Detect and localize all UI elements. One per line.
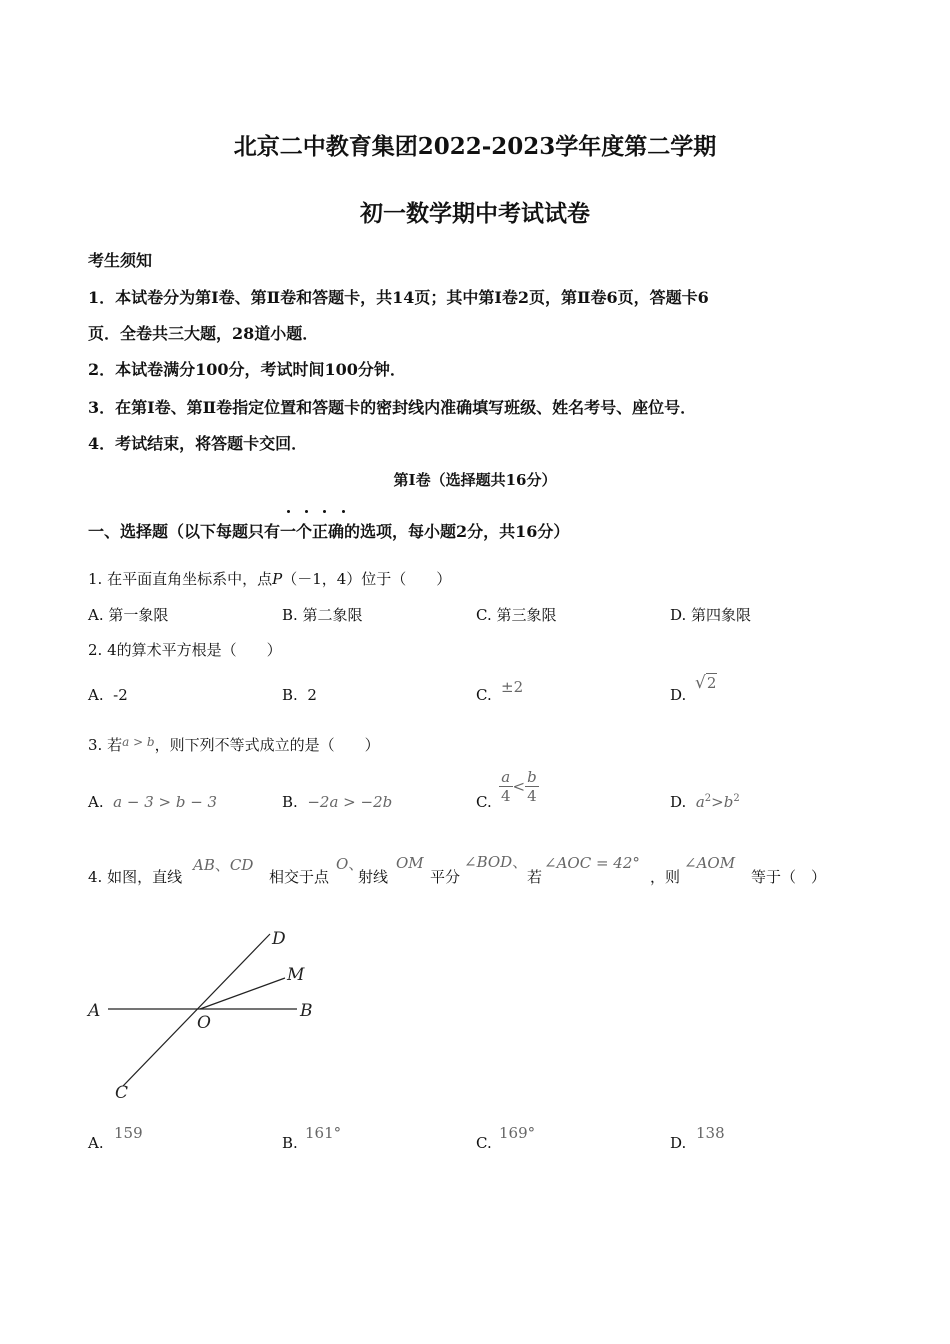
q3-value-b: −2a > −2b <box>307 793 393 811</box>
q2-option-a <box>88 686 128 704</box>
q4-option-b-label: B. <box>282 1134 298 1152</box>
q3-value-c <box>499 768 539 805</box>
fraction-a-over-4 <box>499 768 513 805</box>
q4-math-aom: ∠AOM <box>684 854 736 872</box>
q1-stem-a: 1. 在平面直角坐标系中，点 <box>88 570 273 588</box>
emphasis-dot <box>323 510 326 513</box>
q1-option-c: C. 第三象限 <box>476 606 557 624</box>
exam-title-line1: 北京二中教育集团2022-2023学年度第二学期 <box>233 133 717 160</box>
q4-line-cd: CD <box>229 856 254 874</box>
q4-stem-6: ，则 <box>650 868 681 886</box>
q3-option-b <box>282 793 392 811</box>
line-cd <box>123 934 270 1086</box>
q4-math-om: OM <box>396 854 424 872</box>
sqrt-icon: √ <box>695 673 706 693</box>
q4-stem-2: 相交于点 <box>269 868 330 886</box>
q4-point-o: O <box>336 855 349 873</box>
q2-value-d <box>695 673 717 693</box>
q4-value-a: 159 <box>114 1124 143 1142</box>
q1-option-d: D. 第四象限 <box>670 606 752 624</box>
q1-point: P <box>272 570 283 588</box>
fraction-b-over-4 <box>525 768 539 805</box>
q2-option-b <box>282 686 317 704</box>
q3-option-a <box>88 793 217 811</box>
q4-option-c-label: C. <box>476 1134 492 1152</box>
q3-stem-a: 3. 若 <box>88 736 123 754</box>
q4-stem-3: 射线 <box>358 868 389 886</box>
q4-value-d: 138 <box>696 1124 725 1142</box>
q3-d-b: b <box>723 793 734 811</box>
q4-math-ab <box>193 854 253 875</box>
q3-label-a: A. <box>88 793 104 811</box>
emphasis-dot <box>305 510 308 513</box>
q2-option-d-label: D. <box>670 686 687 704</box>
q4-math-bod <box>464 851 527 872</box>
q1-option-b: B. 第二象限 <box>282 606 363 624</box>
emphasis-dot <box>287 510 290 513</box>
label-b: B <box>300 1001 313 1021</box>
q4-value-b: 161° <box>305 1124 342 1142</box>
q2-label-a: A. <box>88 686 104 704</box>
q4-math-aoc: ∠AOC = 42° <box>544 854 640 872</box>
q4-option-d-label: D. <box>670 1134 687 1152</box>
q3-label-d: D. <box>670 793 687 811</box>
emphasis-dot <box>342 510 345 513</box>
frac-denominator: 4 <box>527 787 537 805</box>
q2-value-a: -2 <box>113 686 128 704</box>
label-a: A <box>88 1001 101 1021</box>
q3-option-c-label: C. <box>476 793 492 811</box>
question-1-stem <box>88 568 451 589</box>
q2-label-b: B. <box>282 686 298 704</box>
label-o: O <box>197 1013 211 1033</box>
q4-value-c: 169° <box>499 1124 536 1142</box>
label-d: D <box>272 929 286 949</box>
q3-option-d <box>670 793 740 811</box>
q2-value-b: 2 <box>307 686 317 704</box>
q4-stem-4: 平分 <box>430 868 461 886</box>
frac-numerator: a <box>499 768 513 787</box>
q4-sep: 、 <box>512 853 528 871</box>
q3-stem-b: ，则下列不等式成立的是（ ） <box>154 736 380 754</box>
q4-stem-5: 若 <box>527 868 543 886</box>
q1-option-a: A. 第一象限 <box>88 606 169 624</box>
q4-stem-7: 等于（ ） <box>751 868 827 886</box>
q3-c-relation: < <box>512 777 526 796</box>
question-2-stem: 2. 4的算术平方根是（ ） <box>88 641 282 659</box>
q2-option-c-label: C. <box>476 686 492 704</box>
notice-item-3: 3．在第Ⅰ卷、第Ⅱ卷指定位置和答题卡的密封线内准确填写班级、姓名考号、座位号． <box>88 398 697 417</box>
q3-d-exp2: 2 <box>733 793 740 804</box>
section-title: 第Ⅰ卷（选择题共16分） <box>393 471 557 489</box>
frac-numerator: b <box>527 768 537 786</box>
q3-d-exp1: 2 <box>704 793 712 804</box>
label-m: M <box>287 965 305 985</box>
exam-title-line2: 初一数学期中考试试卷 <box>360 200 590 227</box>
notice-item-1: 1．本试卷分为第Ⅰ卷、第Ⅱ卷和答题卡，共14页；其中第Ⅰ卷2页，第Ⅱ卷6页，答题卡6 <box>88 288 709 307</box>
notice-item-2: 2．本试卷满分100分，考试时间100分钟． <box>88 360 406 379</box>
q3-value-a: a − 3 > b − 3 <box>113 793 218 811</box>
question-3-stem <box>88 734 380 755</box>
q3-d-a: a <box>695 793 705 811</box>
q4-angle-bod: ∠BOD <box>464 853 513 871</box>
q4-option-a-label: A. <box>88 1134 104 1152</box>
q2-radicand: 2 <box>706 674 717 692</box>
notice-item-4: 4．考试结束，将答题卡交回． <box>88 434 308 453</box>
q4-geometry-figure <box>80 920 340 1110</box>
q3-condition: a > b <box>122 735 155 749</box>
q4-stem-1: 4. 如图，直线 <box>88 868 183 886</box>
label-c: C <box>115 1083 129 1103</box>
notice-heading: 考生须知 <box>88 251 153 270</box>
q2-value-c: ±2 <box>501 678 524 696</box>
q3-d-relation: > <box>711 793 724 811</box>
q4-line-ab: AB <box>193 856 215 874</box>
q4-sep: 、 <box>214 856 230 874</box>
notice-item-1-cont: 页．全卷共三大题，28道小题． <box>88 324 319 343</box>
frac-denominator: 4 <box>501 787 511 805</box>
q1-stem-b: （－1，4）位于（ ） <box>282 570 452 588</box>
q3-label-b: B. <box>282 793 298 811</box>
part1-heading: 一、选择题（以下每题只有一个正确的选项，每小题2分，共16分） <box>88 522 570 541</box>
q4-sep: 、 <box>348 855 364 873</box>
